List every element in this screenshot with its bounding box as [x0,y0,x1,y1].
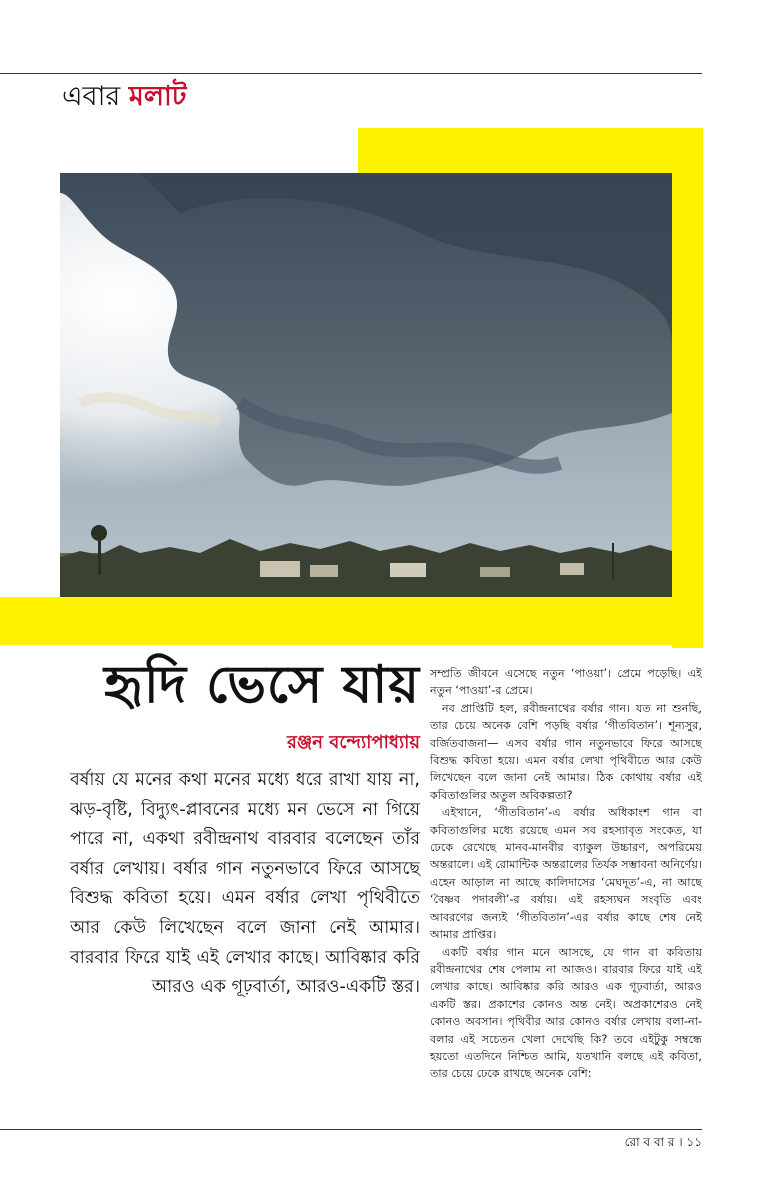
section-label-part2: মলাট [128,81,187,112]
body-column [430,665,702,1083]
section-label [62,80,187,114]
pull-quote: বর্ষায় যে মনের কথা মনের মধ্যে ধরে রাখা যায় না, ঝড়-বৃষ্টি, বিদ্যুৎ-প্লাবনের মধ্যে মন ভেসে না গিয়ে পারে না, একথা রবীন্দ্রনাথ বারবার বলেছেন তাঁর বর্ষার লেখায়। বর্ষার গান নতুনভাবে ফিরে আসছে বিশুদ্ধ কবিতা হয়ে। এমন বর্ষার লেখা পৃথিবীতে আর কেউ লিখেছেন বলে জানা নেই আমার। বারবার ফিরে যাই এই লেখার কাছে। আবিষ্কার করি আরও এক গূঢ়বার্তা, আরও-একটি স্তর। [70,770,420,998]
top-rule [0,73,702,74]
storm-cloud-illustration [60,173,672,597]
page-folio: রো ব বা র । ১১ [624,1135,702,1149]
yellow-frame-bottom [0,597,703,645]
body-paragraph: সম্প্রতি জীবনে এসেছে নতুন ‘পাওয়া’। প্রেমে পড়েছি। এই নতুন ‘পাওয়া’-র প্রেমে। [430,667,702,698]
bottom-rule [0,1129,702,1130]
storm-cloud-photo [60,173,672,597]
headline: হৃদি ভেসে যায় [103,654,420,715]
author-byline: রঞ্জন বন্দ্যোপাধ্যায় [287,732,420,753]
body-paragraph: নব প্রাপ্তিটি হল, রবীন্দ্রনাথের বর্ষার গান। যত না শুনছি, তার চেয়ে অনেক বেশি পড়ছি বর্ষার ‘গীতবিতান’। শূন্যসুর, বর্জিতবাজনা— এসব বর্ষার গান নতুনভাবে ফিরে আসছে বিশুদ্ধ কবিতা হয়ে। এমন বর্ষার লেখা পৃথিবীতে আর কেউ লিখেছেন বলে জানা নেই আমার। ঠিক কোথায় বর্ষার এই কবিতাগুলির অতুল অবিকল্পতা? [430,701,702,802]
body-paragraph: একটি বর্ষার গান মনে আসছে, যে গান বা কবিতায় রবীন্দ্রনাথের শেষ পেলাম না আজও। বারবার ফিরে যাই এই লেখার কাছে। আবিষ্কার করি আরও এক গূঢ়বার্তা, আরও একটি স্তর। প্রকাশের কোনও অন্ত নেই। অপ্রকাশেরও নেই কোনও অবসান। পৃথিবীর আর কোনও বর্ষার লেখায় বলা-না-বলার এই সচেতন খেলা দেখেছি কি? তবে এইটুকু সম্বন্ধে হয়তো এতদিনে নিশ্চিত আমি, যতখানি বলছে এই কবিতা, তার চেয়ে ঢেকে রাখছে অনেক বেশি: [430,945,702,1081]
yellow-frame-right [672,128,703,648]
section-label-part1: এবার [62,81,121,112]
body-paragraph: এইখানে, ‘গীতবিতান’-এ বর্ষার অধিকাংশ গান বা কবিতাগুলির মধ্যে রয়েছে এমন সব রহস্যাবৃত সংকেত, যা ঢেকে রেখেছে মানব-মানবীর ব্যাকুল উচ্চারণ, অপরিমেয় অন্তরালে। এই রোমান্টিক অন্তরালের তির্যক সম্ভাবনা অনির্ণেয়। এহেন আড়াল না আছে কালিদাসের ‘মেঘদূত’-এ, না আছে ‘বৈষ্ণব পদাবলী’-র বর্ষায়। এই রহস্যঘন সংবৃতি এবং আবরণের জন্যই ‘গীতবিতান’-এর বর্ষার কাছে শেষ নেই আমার প্রাপ্তির। [430,806,702,942]
